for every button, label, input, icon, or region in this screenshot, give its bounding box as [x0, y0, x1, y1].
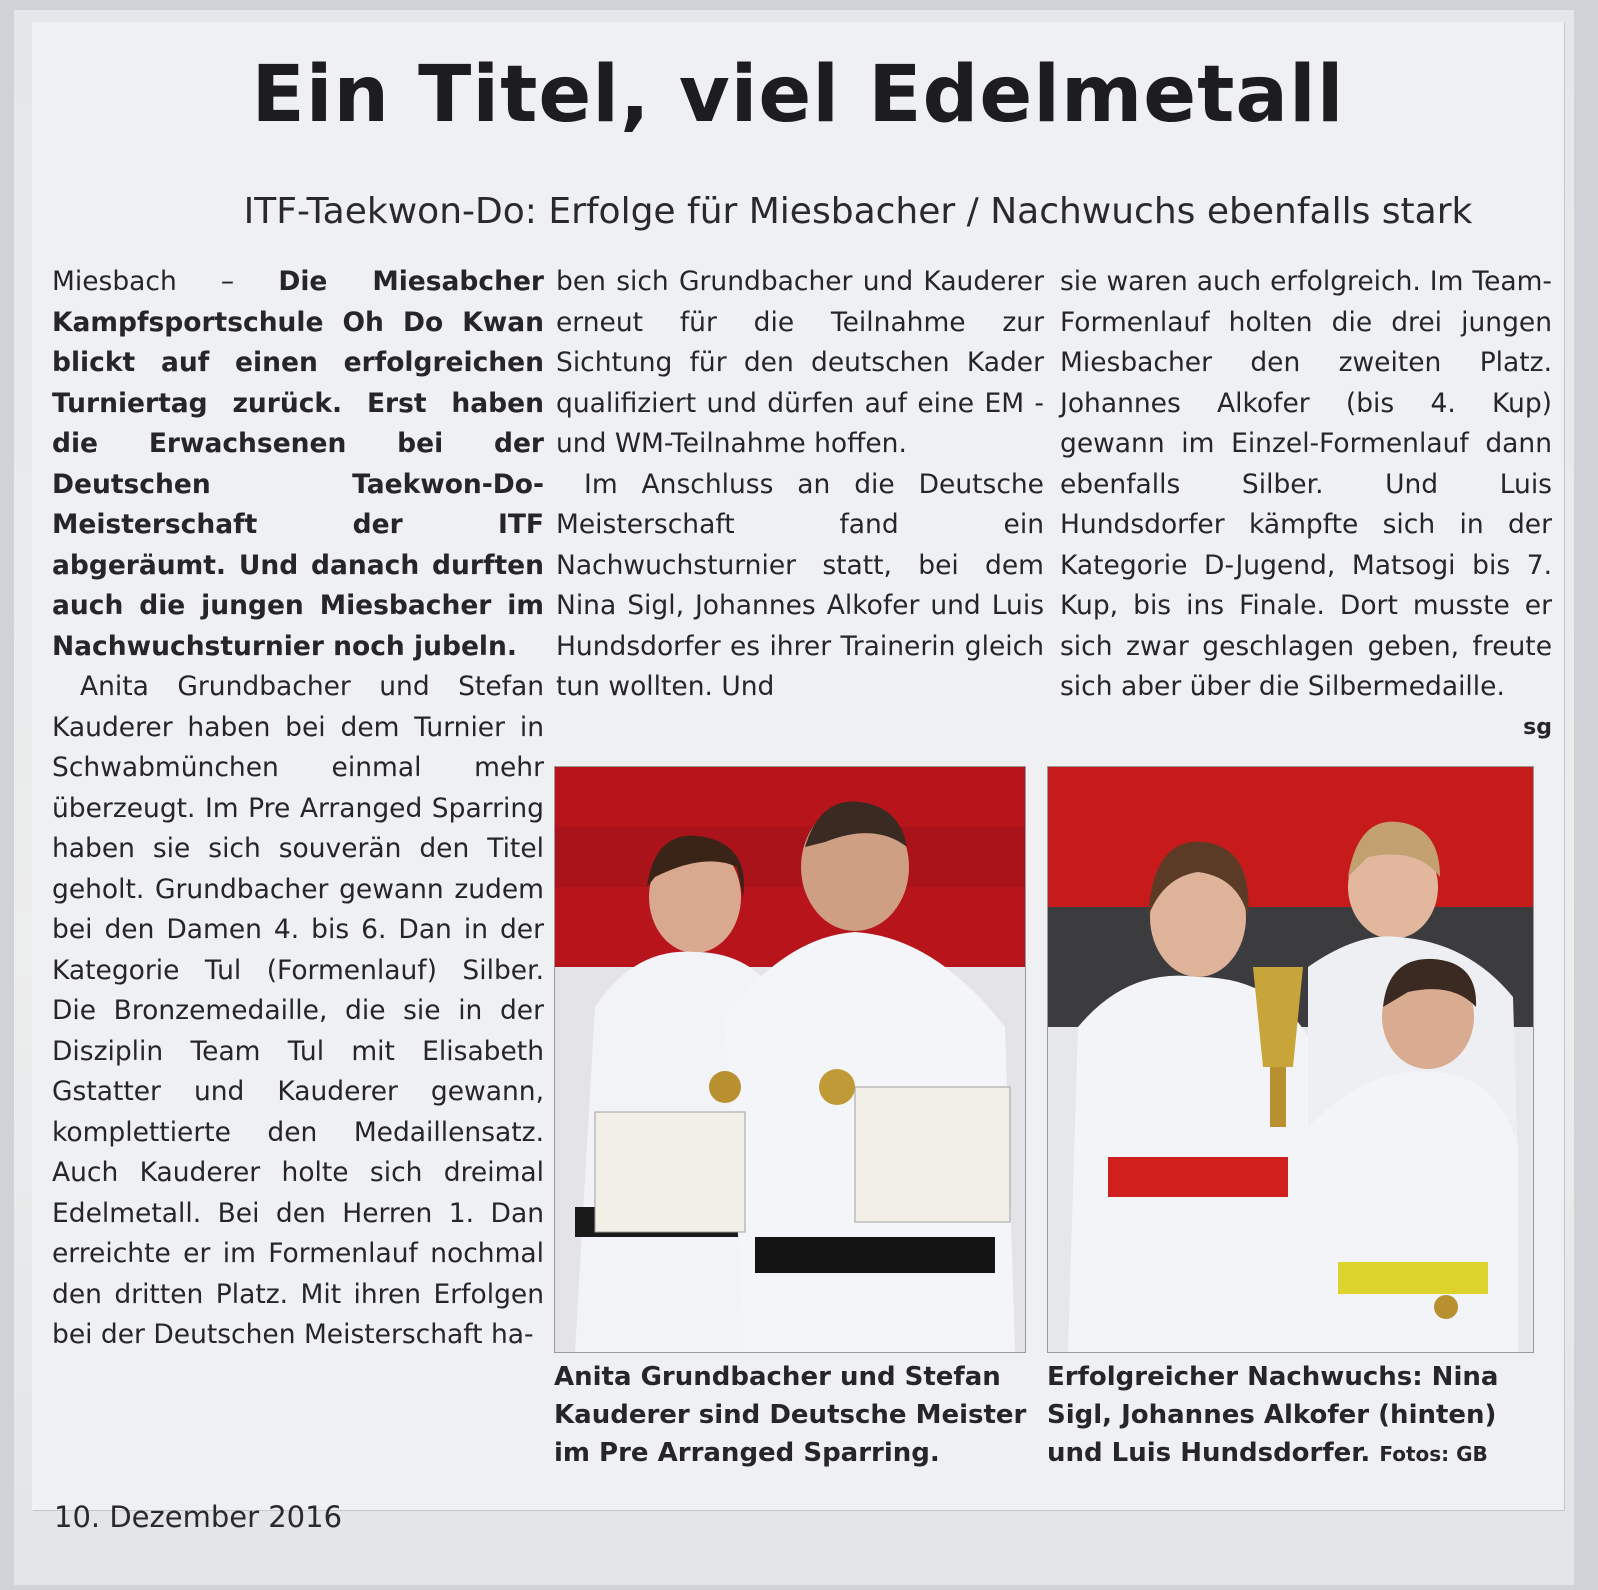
body-paragraph: sie waren auch erfolgreich. Im Team-Formenlauf holten die drei jungen Miesbacher den zweiten Platz. Johannes Alkofer (bis 4. Kup) gewann im Einzel-Formenlauf dann ebenfalls Silber. Und Luis Hundsdorfer kämpfte sich in der Kategorie D-Jugend, Matsogi bis 7. Kup, bis ins Finale. Dort musste er sich zwar geschlagen geben, freute sich aber über die Silbermedaille. — [1060, 266, 1552, 702]
article-column-2 — [556, 262, 1044, 708]
author-initials: sg — [1523, 714, 1552, 740]
lead-paragraph — [52, 262, 544, 667]
newspaper-page — [14, 10, 1574, 1585]
photo-credit: Fotos: GB — [1379, 1442, 1488, 1466]
body-paragraph: Im Anschluss an die Deutsche Meisterschaft fand ein Nachwuchsturnier statt, bei dem Nina Sigl, Johannes Alkofer und Luis Hundsdorfer es ihrer Trainerin gleich tun wollten. Und — [556, 468, 1044, 702]
photo-illustration — [555, 767, 1025, 1352]
photo-caption-1: Anita Grundbacher und Stefan Kauderer sind Deutsche Meister im Pre Arranged Sparring. — [554, 1362, 1027, 1468]
photo-illustration — [1048, 767, 1533, 1352]
article-clipping — [32, 22, 1564, 1510]
dateline: Miesbach – — [52, 266, 235, 297]
photo-caption-2 — [1047, 1358, 1539, 1473]
photo-adults-with-certificates — [554, 766, 1026, 1353]
body-paragraph: ben sich Grundbacher und Kauderer erneut für die Teilnahme zur Sichtung für den deutschen Kader qualifiziert und dürfen auf eine EM - und WM-Teilnahme hoffen. — [556, 266, 1044, 459]
headline: Ein Titel, viel Edelmetall — [251, 50, 1345, 140]
body-paragraph: Anita Grundbacher und Stefan Kauderer haben bei dem Turnier in Schwabmünchen einmal mehr überzeugt. Im Pre Arranged Sparring haben sie sich souverän den Titel geholt. Grundbacher gewann zudem bei den Damen 4. bis 6. Dan in der Kategorie Tul (Formenlauf) Silber. Die Bronzemedaille, die sie in der Disziplin Team Tul mit Elisabeth Gstatter und Kauderer gewann, komplettierte den Medaillensatz. Auch Kauderer holte sich dreimal Edelmetall. Bei den Herren 1. Dan erreichte er im Formenlauf nochmal den dritten Platz. Mit ihren Erfolgen bei der Deutschen Meisterschaft ha- — [52, 671, 544, 1350]
article-column-3 — [1060, 262, 1552, 748]
lead-text: Die Miesabcher Kampfsportschule Oh Do Kwan blickt auf einen erfolgreichen Turniertag zurück. Erst haben die Erwachsenen bei der Deutschen Taekwon-Do-Meisterschaft der ITF abgeräumt. Und danach durften auch die jungen Miesbacher im Nachwuchsturnier noch jubeln. — [52, 266, 544, 662]
photo-youth-athletes — [1047, 766, 1534, 1353]
page-date: 10. Dezember 2016 — [54, 1500, 343, 1534]
article-column-1 — [52, 262, 544, 1356]
caption-text: Erfolgreicher Nachwuchs: Nina Sigl, Johannes Alkofer (hinten) und Luis Hundsdorfer. — [1047, 1362, 1499, 1468]
subheadline: ITF-Taekwon-Do: Erfolge für Miesbacher / Nachwuchs ebenfalls stark — [243, 191, 1473, 232]
